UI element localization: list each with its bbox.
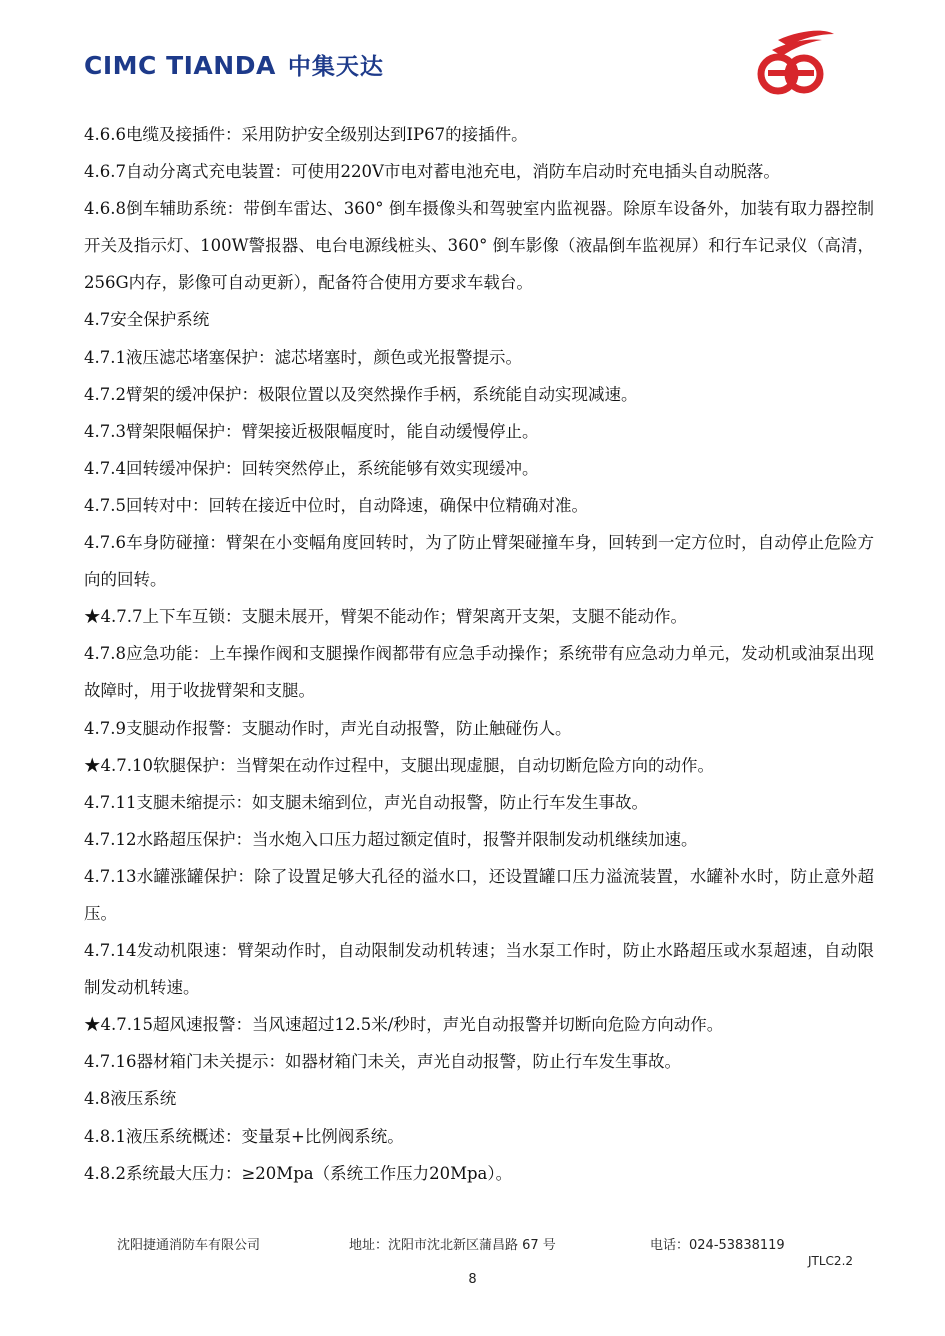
paragraph: 4.7.2臂架的缓冲保护：极限位置以及突然操作手柄，系统能自动实现减速。 bbox=[84, 384, 638, 404]
paragraph: 4.7.16器材箱门未关提示：如器材箱门未关，声光自动报警，防止行车发生事故。 bbox=[84, 1052, 681, 1072]
paragraph: 4.7.6车身防碰撞：臂架在小变幅角度回转时，为了防止臂架碰撞车身，回转到一定方位时，自动停止危险方向的回转。 bbox=[84, 533, 874, 590]
paragraph: 4.6.7自动分离式充电装置：可使用220V市电对蓄电池充电，消防车启动时充电插头自动脱落。 bbox=[84, 162, 780, 182]
paragraph: 4.7安全保护系统 bbox=[84, 310, 210, 330]
paragraph: 4.7.3臂架限幅保护：臂架接近极限幅度时，能自动缓慢停止。 bbox=[84, 421, 539, 441]
paragraph: 4.7.13水罐涨罐保护：除了设置足够大孔径的溢水口，还设置罐口压力溢流装置，水罐补水时，防止意外超压。 bbox=[84, 866, 874, 923]
paragraph: ★4.7.10软腿保护：当臂架在动作过程中，支腿出现虚腿，自动切断危险方向的动作。 bbox=[84, 755, 714, 775]
paragraph: 4.7.8应急功能：上车操作阀和支腿操作阀都带有应急手动操作；系统带有应急动力单元，发动机或油泵出现故障时，用于收拢臂架和支腿。 bbox=[84, 644, 874, 701]
paragraph: 4.7.1液压滤芯堵塞保护：滤芯堵塞时，颜色或光报警提示。 bbox=[84, 347, 522, 367]
footer-company: 沈阳捷通消防车有限公司 bbox=[117, 1238, 261, 1253]
paragraph: 4.7.12水路超压保护：当水炮入口压力超过额定值时，报警并限制发动机继续加速。 bbox=[84, 829, 698, 849]
paragraph: 4.8液压系统 bbox=[84, 1089, 177, 1109]
paragraph: 4.8.1液压系统概述：变量泵+比例阀系统。 bbox=[84, 1126, 404, 1146]
page-footer bbox=[0, 1230, 945, 1320]
brand bbox=[84, 48, 384, 81]
paragraph: ★4.7.15超风速报警：当风速超过12.5米/秒时，声光自动报警并切断向危险方向动作。 bbox=[84, 1015, 724, 1035]
page-number: 8 bbox=[468, 1272, 477, 1287]
brand-chinese-name: 中集天达 bbox=[287, 54, 384, 80]
paragraph: 4.7.11支腿未缩提示：如支腿未缩到位，声光自动报警，防止行车发生事故。 bbox=[84, 792, 648, 812]
paragraph: 4.6.6电缆及接插件：采用防护安全级别达到IP67的接插件。 bbox=[84, 125, 528, 144]
footer-document-code: JTLC2.2 bbox=[808, 1254, 854, 1268]
paragraph: ★4.7.7上下车互锁：支腿未展开，臂架不能动作；臂架离开支架，支腿不能动作。 bbox=[84, 607, 687, 627]
cimc-logo-icon bbox=[748, 26, 836, 96]
footer-address: 地址：沈阳市沈北新区蒲昌路 67 号 bbox=[349, 1238, 556, 1253]
page-header bbox=[0, 0, 945, 110]
paragraph: 4.6.8倒车辅助系统：带倒车雷达、360° 倒车摄像头和驾驶室内监视器。除原车设备外，加装有取力器控制开关及指示灯、100W警报器、电台电源线桩头、360° 倒车影像（液晶倒车监视屏）和行车记录仪（高清，256G内存，影像可自动更新），配备符合使用方要求车载台。 bbox=[84, 199, 874, 293]
footer-phone: 电话：024-53838119 bbox=[650, 1238, 785, 1253]
paragraph: 4.7.4回转缓冲保护：回转突然停止，系统能够有效实现缓冲。 bbox=[84, 458, 539, 478]
brand-english-name: CIMC TIANDA bbox=[84, 51, 276, 80]
document-body bbox=[84, 116, 874, 1192]
paragraph: 4.8.2系统最大压力：≥20Mpa（系统工作压力20Mpa）。 bbox=[84, 1163, 513, 1183]
paragraph: 4.7.5回转对中：回转在接近中位时，自动降速，确保中位精确对准。 bbox=[84, 495, 588, 515]
paragraph: 4.7.9支腿动作报警：支腿动作时，声光自动报警，防止触碰伤人。 bbox=[84, 718, 572, 738]
paragraph: 4.7.14发动机限速：臂架动作时，自动限制发动机转速；当水泵工作时，防止水路超压或水泵超速，自动限制发动机转速。 bbox=[84, 941, 874, 998]
